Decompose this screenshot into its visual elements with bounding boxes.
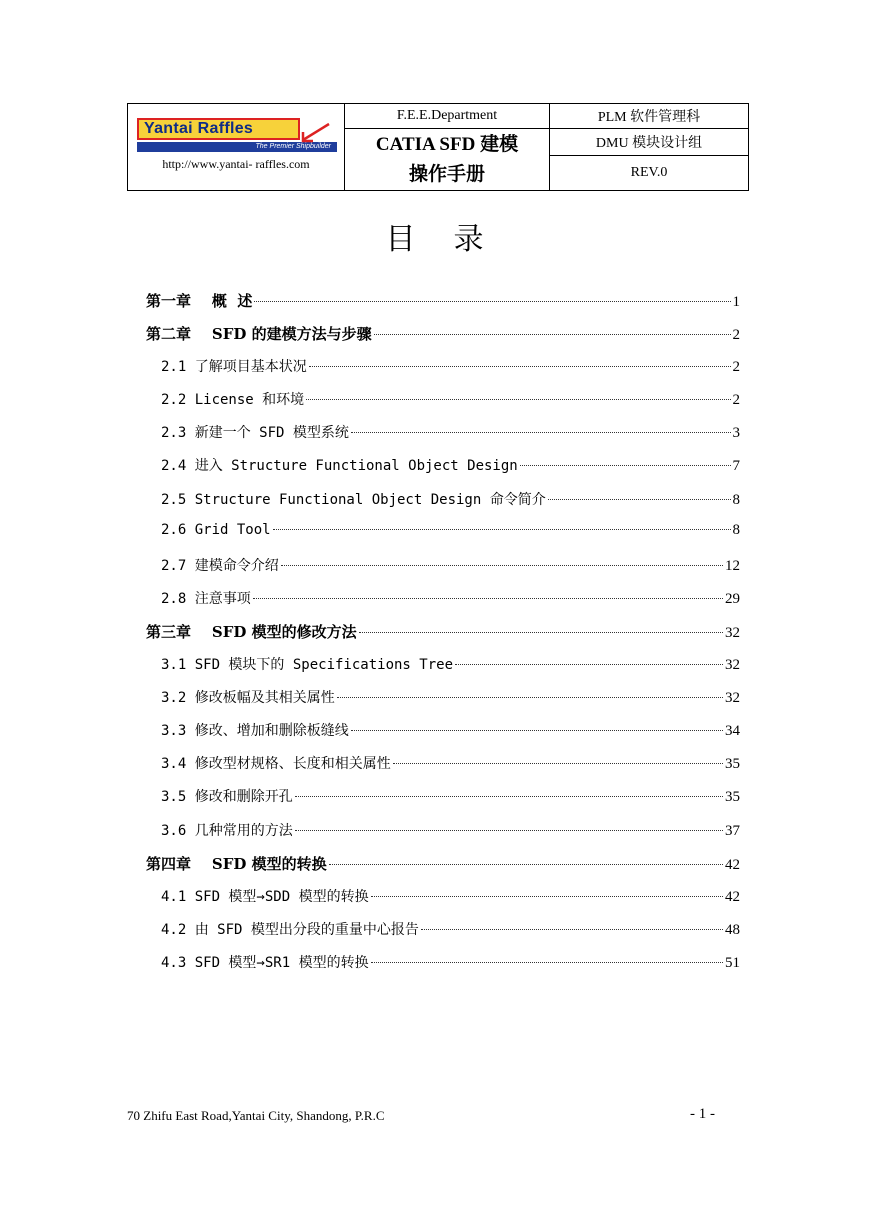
toc-entry-label: 2.7 建模命令介绍 [161,557,279,574]
toc-leader-dots [281,565,723,566]
toc-entry-page: 42 [725,888,740,905]
toc-entry-page: 34 [725,723,740,740]
toc-entry[interactable] [146,853,740,886]
toc-entry[interactable] [146,588,740,621]
toc-leader-dots [421,929,723,930]
toc-entry-page: 8 [732,521,740,538]
section-cell: PLM 软件管理科 [550,104,749,129]
toc-entry-label: 3.5 修改和删除开孔 [161,789,293,806]
revision-cell: REV.0 [550,156,749,191]
toc-entry[interactable] [146,389,740,422]
toc-entry-page: 1 [732,294,740,310]
footer-address: 70 Zhifu East Road,Yantai City, Shandong, P.R.C [127,1108,385,1123]
toc-leader-dots [295,796,723,797]
toc-entry-label: 2.6 Grid Tool [161,521,271,538]
toc-leader-dots [371,896,723,897]
toc-entry-page: 29 [725,590,740,607]
toc-leader-dots [359,632,723,633]
toc-entry-page: 35 [725,756,740,773]
toc-leader-dots [337,697,723,698]
toc-entry-page: 2 [732,359,740,376]
toc-entry[interactable] [146,720,740,753]
toc-entry-label: 2.1 了解项目基本状况 [161,359,307,376]
toc-entry[interactable] [146,290,740,323]
toc-entry-label: 第四章 SFD 模型的转换 [146,854,327,873]
toc-leader-dots [520,465,731,466]
toc-entry-label: 4.1 SFD 模型→SDD 模型的转换 [161,888,369,905]
toc-entry-label: 2.4 进入 Structure Functional Object Design [161,458,518,475]
toc-leader-dots [329,864,723,865]
toc-leader-dots [295,830,723,831]
toc-entry[interactable] [146,455,740,488]
toc-entry-page: 8 [732,491,740,508]
toc-leader-dots [351,432,731,433]
toc-entry[interactable] [146,820,740,853]
toc-entry-page: 2 [732,327,740,344]
toc-entry-label: 第三章 SFD 模型的修改方法 [146,622,357,641]
toc-entry-label: 4.3 SFD 模型→SR1 模型的转换 [161,954,369,971]
toc-entry-page: 35 [725,789,740,806]
toc-entry-page: 37 [725,822,740,839]
toc-entry[interactable] [146,952,740,985]
toc-entry-label: 3.6 几种常用的方法 [161,822,293,839]
toc-entry[interactable] [146,555,740,588]
toc-leader-dots [306,399,730,400]
toc-leader-dots [309,366,731,367]
group-cell: DMU 模块设计组 [550,129,749,156]
toc-entry-label: 3.4 修改型材规格、长度和相关属性 [161,756,391,773]
toc-entry[interactable] [146,919,740,952]
toc-entry[interactable] [146,786,740,819]
document-title-cell [345,129,550,191]
header-table [127,103,749,191]
toc-leader-dots [371,962,723,963]
toc-entry-label: 2.5 Structure Functional Object Design 命令简介 [161,491,546,508]
logo-arrow-icon [299,122,333,146]
toc-entry[interactable] [146,886,740,919]
toc-entry-label: 3.2 修改板幅及其相关属性 [161,690,335,707]
toc-entry[interactable] [146,489,740,522]
toc-entry-label: 2.3 新建一个 SFD 模型系统 [161,425,349,442]
toc-entry-page: 32 [725,690,740,707]
toc-entry-label: 第一章 概 述 [146,292,253,310]
toc-entry[interactable] [146,323,740,356]
toc-entry-page: 2 [732,392,740,409]
toc-entry[interactable] [146,356,740,389]
logo-cell [128,104,345,191]
toc-leader-dots [374,334,731,335]
toc-entry-label: 3.3 修改、增加和删除板缝线 [161,723,349,740]
toc-heading: 目录 [385,222,522,257]
toc-entry-label: 第二章 SFD 的建模方法与步骤 [146,325,372,344]
company-logo [137,118,337,152]
toc-entry-label: 2.8 注意事项 [161,590,251,607]
toc-entry-page: 42 [725,856,740,873]
toc-leader-dots [254,301,730,302]
toc-entry[interactable] [146,422,740,455]
toc-entry-page: 32 [725,657,740,674]
toc-entry-page: 7 [732,458,740,475]
department-cell: F.E.E.Department [345,104,550,129]
toc-entry-label: 4.2 由 SFD 模型出分段的重量中心报告 [161,921,419,938]
toc-leader-dots [351,730,723,731]
toc-leader-dots [455,664,723,665]
toc-entry-label: 2.2 License 和环境 [161,392,305,409]
toc-entry-label: 3.1 SFD 模块下的 Specifications Tree [161,657,454,674]
toc-leader-dots [393,763,723,764]
toc-entry[interactable] [146,522,740,555]
footer-page-number: - 1 - [690,1106,715,1122]
toc-leader-dots [548,499,731,500]
toc-entry-page: 12 [725,557,740,574]
toc-entry-page: 48 [725,921,740,938]
logo-tagline: The Premier Shipbuilder [255,143,331,150]
document-title-line1: CATIA SFD 建模 [375,133,519,155]
toc-entry-page: 3 [732,425,740,442]
toc-entry[interactable] [146,753,740,786]
toc-leader-dots [273,529,731,530]
logo-wordmark: Yantai Raffles [137,118,300,140]
toc-leader-dots [253,598,723,599]
document-title-line2: 操作手册 [408,163,485,185]
toc-entry[interactable] [146,621,740,654]
company-url: http://www.yantai- raffles.com [162,157,310,171]
toc-entry-page: 51 [725,954,740,971]
toc-entry[interactable] [146,654,740,687]
toc-entry[interactable] [146,687,740,720]
table-of-contents [146,290,740,985]
toc-entry-page: 32 [725,624,740,641]
